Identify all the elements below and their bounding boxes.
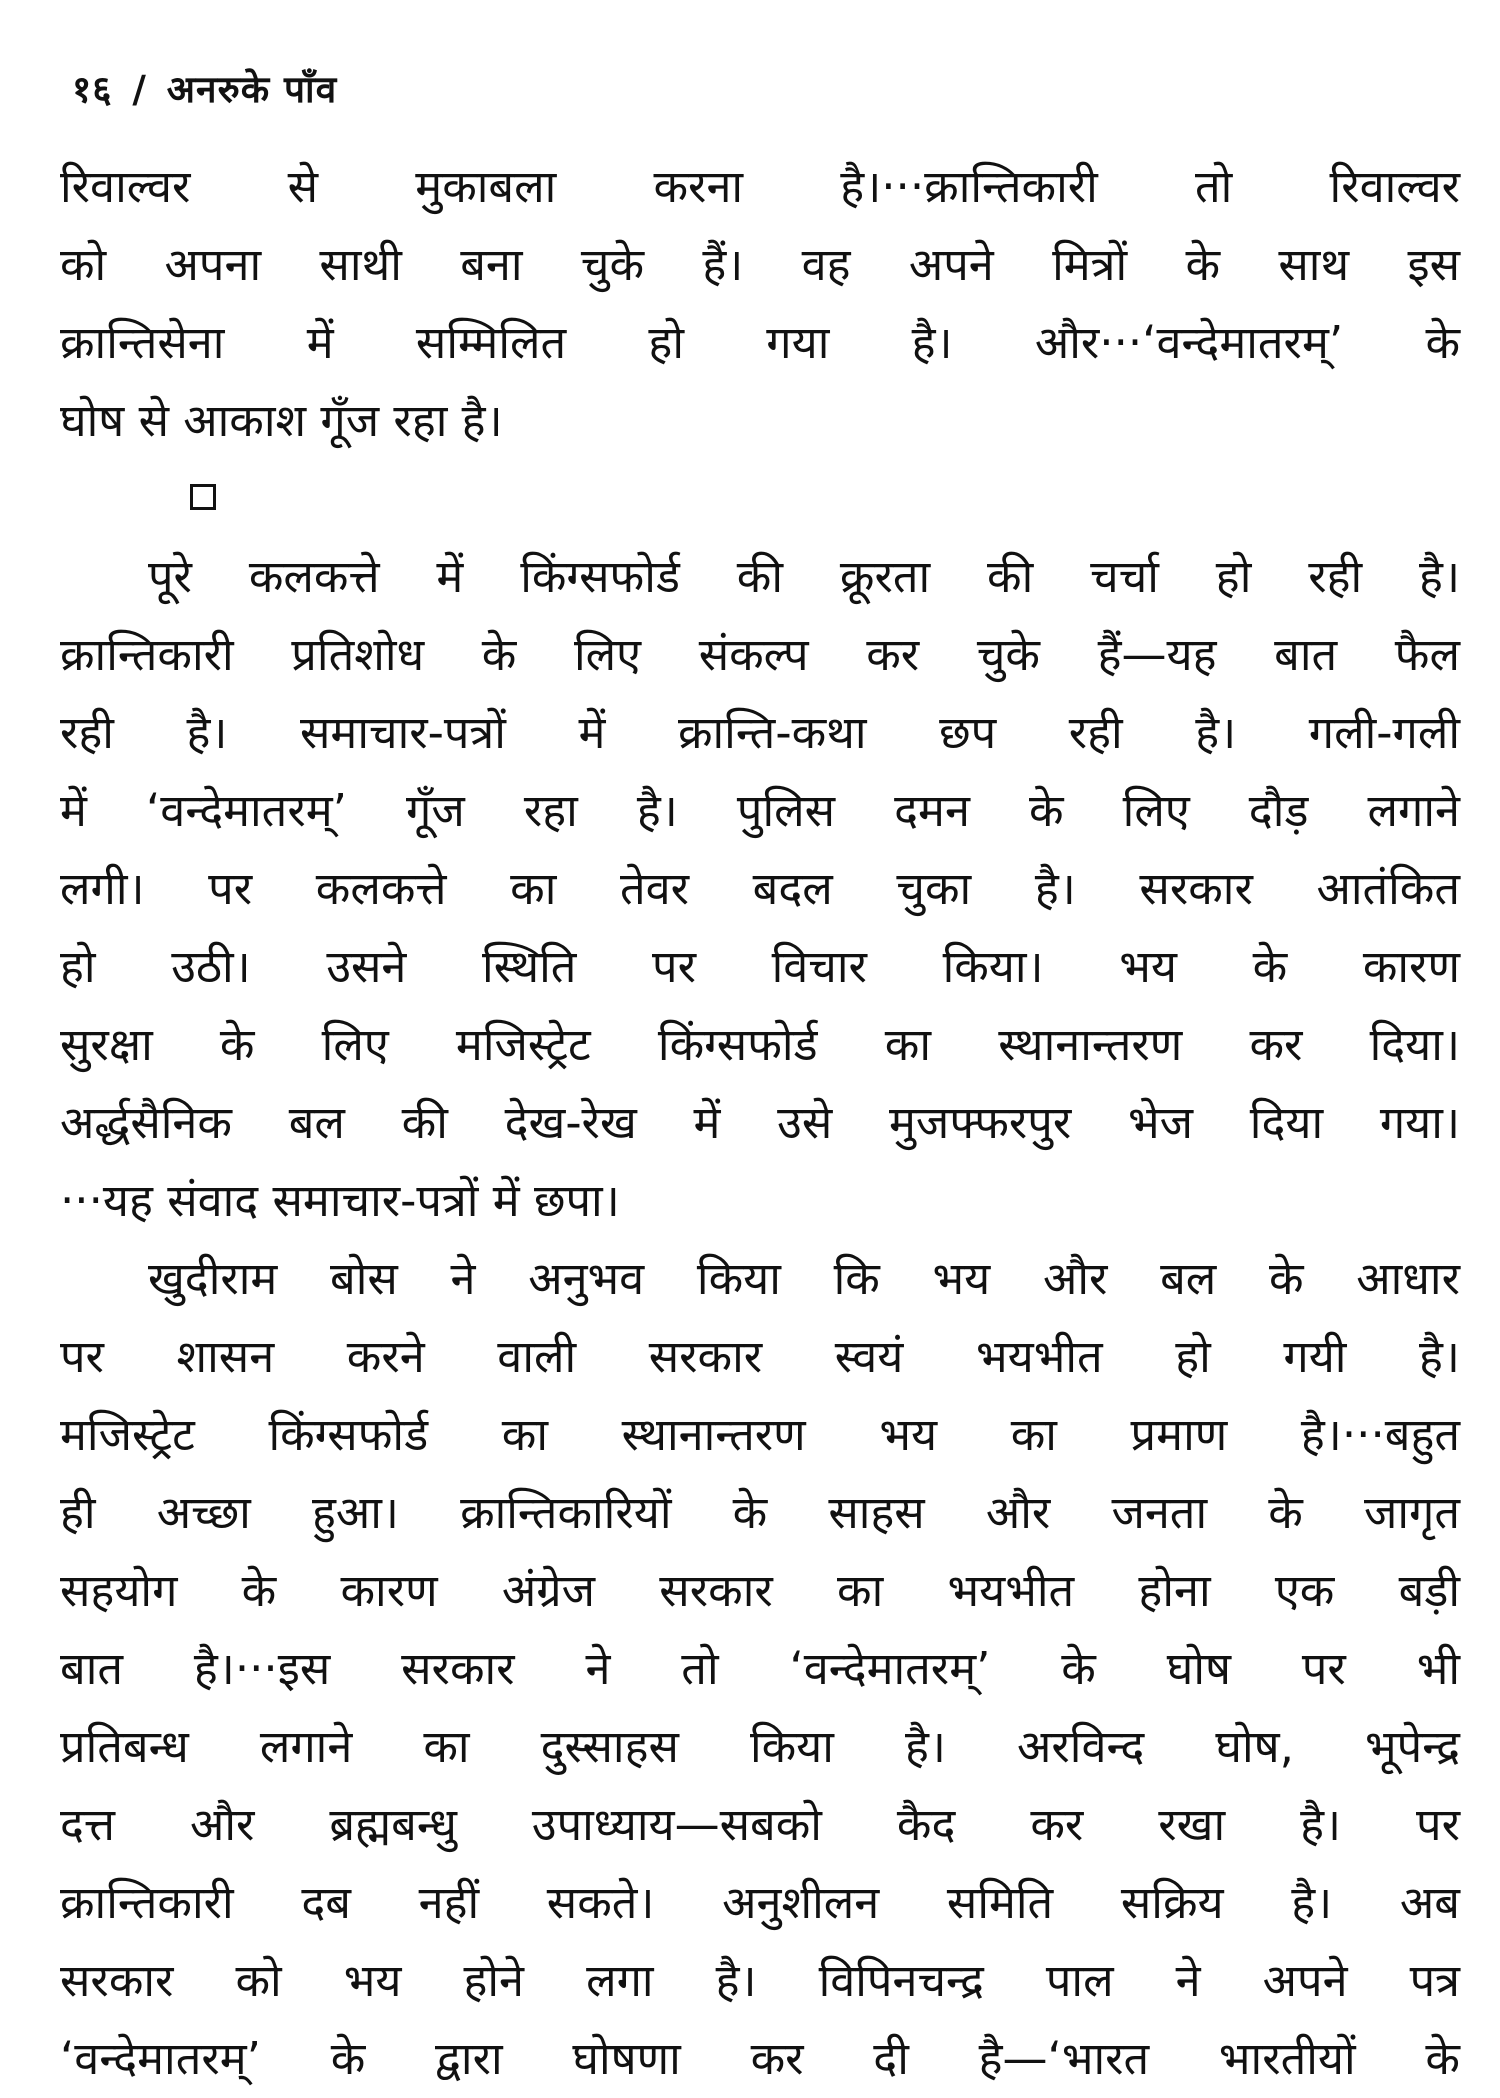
book-title: अनरुके पाँव <box>166 68 338 111</box>
text-line-1: रिवाल्वर से मुकाबला करना है।···क्रान्तिकारी तो रिवाल्वर <box>60 160 1460 213</box>
text-line-21: दत्त और ब्रह्मबन्धु उपाध्याय—सबको कैद कर रखा है। पर <box>60 1798 1460 1851</box>
page-body <box>60 148 1460 2098</box>
text-line-17: ही अच्छा हुआ। क्रान्तिकारियों के साहस और जनता के जागृत <box>60 1486 1460 1539</box>
text-line-24: ‘वन्देमातरम्’ के द्वारा घोषणा कर दी है—‘भारत भारतीयों के <box>60 2032 1460 2085</box>
text-line-9: लगी। पर कलकत्ते का तेवर बदल चुका है। सरकार आतंकित <box>60 862 1460 915</box>
text-line-22: क्रान्तिकारी दब नहीं सकते। अनुशीलन समिति सक्रिय है। अब <box>60 1876 1460 1929</box>
text-line-3: क्रान्तिसेना में सम्मिलित हो गया है। और···‘वन्देमातरम्’ के <box>60 316 1460 369</box>
header-separator: / <box>132 68 147 111</box>
text-line-16: मजिस्ट्रेट किंग्सफोर्ड का स्थानान्तरण भय का प्रमाण है।···बहुत <box>60 1408 1460 1461</box>
text-line-20: प्रतिबन्ध लगाने का दुस्साहस किया है। अरविन्द घोष, भूपेन्द्र <box>60 1720 1460 1773</box>
running-header <box>72 62 337 113</box>
text-line-12: अर्द्धसैनिक बल की देख-रेख में उसे मुजफ्फरपुर भेज दिया गया। <box>60 1096 1460 1149</box>
text-line-14: खुदीराम बोस ने अनुभव किया कि भय और बल के आधार <box>148 1252 1460 1305</box>
text-line-11: सुरक्षा के लिए मजिस्ट्रेट किंग्सफोर्ड का स्थानान्तरण कर दिया। <box>60 1018 1460 1071</box>
text-line-18: सहयोग के कारण अंग्रेज सरकार का भयभीत होना एक बड़ी <box>60 1564 1460 1617</box>
page-number: १६ <box>72 68 113 111</box>
section-break <box>60 460 1460 538</box>
text-line-15: पर शासन करने वाली सरकार स्वयं भयभीत हो गयी है। <box>60 1330 1460 1383</box>
text-line-23: सरकार को भय होने लगा है। विपिनचन्द्र पाल ने अपने पत्र <box>60 1954 1460 2007</box>
section-break-square-icon <box>190 484 216 510</box>
text-line-7: रही है। समाचार-पत्रों में क्रान्ति-कथा छप रही है। गली-गली <box>60 706 1460 759</box>
text-line-2: को अपना साथी बना चुके हैं। वह अपने मित्रों के साथ इस <box>60 238 1460 291</box>
text-line-5: पूरे कलकत्ते में किंग्सफोर्ड की क्रूरता की चर्चा हो रही है। <box>148 550 1460 603</box>
text-line-19: बात है।···इस सरकार ने तो ‘वन्देमातरम्’ के घोष पर भी <box>60 1642 1460 1695</box>
text-line-4: घोष से आकाश गूँज रहा है। <box>60 394 503 447</box>
text-line-6: क्रान्तिकारी प्रतिशोध के लिए संकल्प कर चुके हैं—यह बात फैल <box>60 628 1460 681</box>
text-line-10: हो उठी। उसने स्थिति पर विचार किया। भय के कारण <box>60 940 1460 993</box>
text-line-8: में ‘वन्देमातरम्’ गूँज रहा है। पुलिस दमन के लिए दौड़ लगाने <box>60 784 1460 837</box>
text-line-13: ···यह संवाद समाचार-पत्रों में छपा। <box>60 1174 620 1227</box>
